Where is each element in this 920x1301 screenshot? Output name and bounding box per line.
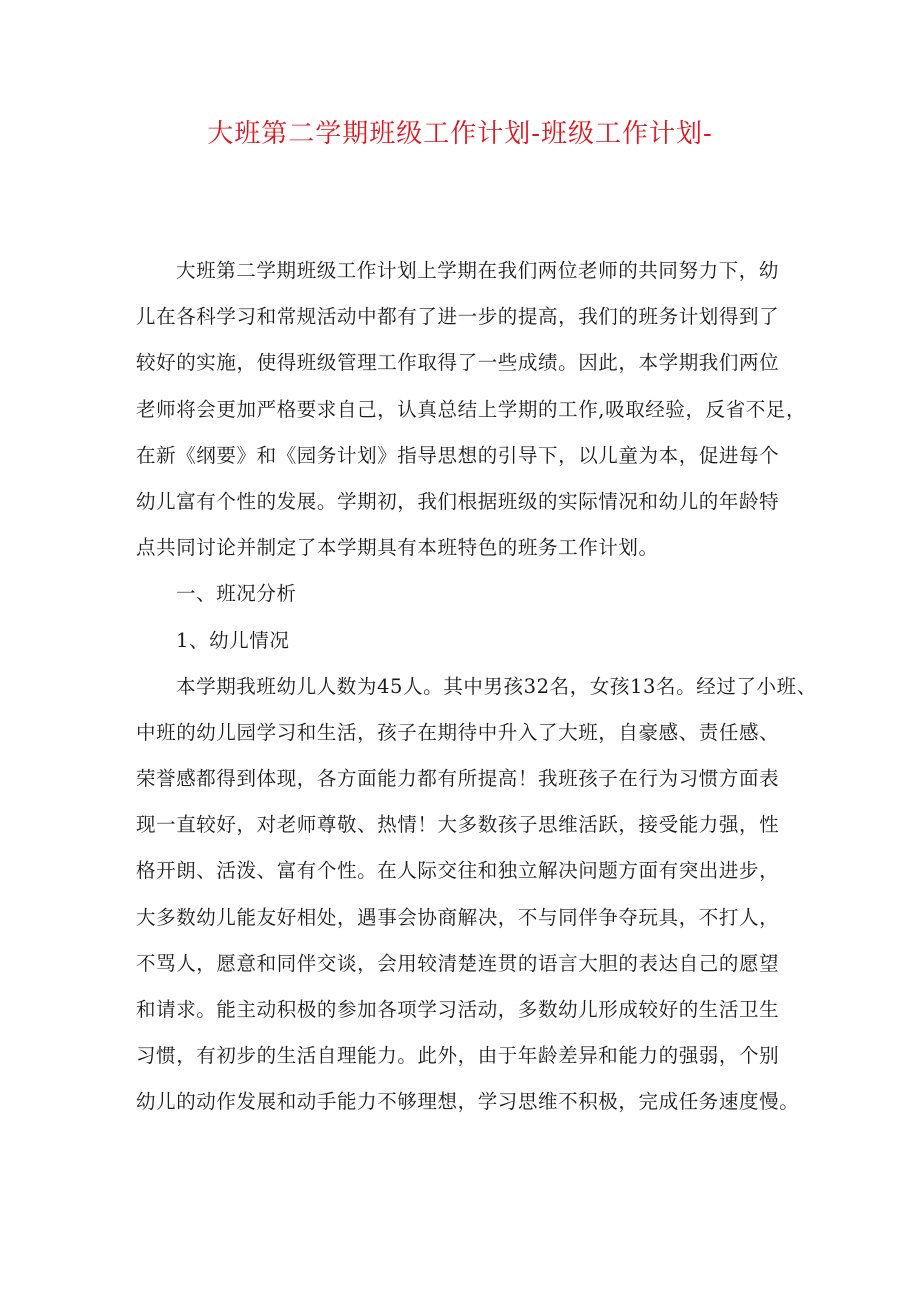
text-line: 一、班况分析 xyxy=(176,582,297,606)
text-line: 荣誉感都得到体现，各方面能力都有所提高！我班孩子在行为习惯方面表 xyxy=(136,767,780,791)
text-line: 儿在各科学习和常规活动中都有了进一步的提高，我们的班务计划得到了 xyxy=(136,305,780,329)
text-line: 大多数幼儿能友好相处，遇事会协商解决，不与同伴争夺玩具，不打人， xyxy=(136,905,780,929)
text-line: 本学期我班幼儿人数为45人。其中男孩32名，女孩13名。经过了小班、 xyxy=(176,674,817,698)
text-line: 在新《纲要》和《园务计划》指导思想的引导下，以儿童为本，促进每个 xyxy=(136,443,780,467)
text-line: 不骂人，愿意和同伴交谈，会用较清楚连贯的语言大胆的表达自己的愿望 xyxy=(136,951,780,975)
text-line: 习惯，有初步的生活自理能力。此外，由于年龄差异和能力的强弱，个别 xyxy=(136,1044,780,1068)
text-line: 和请求。能主动积极的参加各项学习活动，多数幼儿形成较好的生活卫生 xyxy=(136,998,780,1021)
text-line: 中班的幼儿园学习和生活，孩子在期待中升入了大班，自豪感、责任感、 xyxy=(136,720,780,744)
text-line: 1、幼儿情况 xyxy=(176,628,290,652)
text-line: 大班第二学期班级工作计划上学期在我们两位老师的共同努力下，幼 xyxy=(176,259,780,282)
document-body xyxy=(136,256,817,1134)
text-line: 现一直较好，对老师尊敬、热情！大多数孩子思维活跃，接受能力强，性 xyxy=(136,813,780,837)
text-line: 老师将会更加严格要求自己，认真总结上学期的工作,吸取经验，反省不足， xyxy=(136,397,807,421)
document-title: 大班第二学期班级工作计划-班级工作计划- xyxy=(207,119,713,149)
text-line: 点共同讨论并制定了本学期具有本班特色的班务工作计划。 xyxy=(136,536,659,560)
text-line: 格开朗、活泼、富有个性。在人际交往和独立解决问题方面有突出进步， xyxy=(136,859,780,883)
text-line: 幼儿的动作发展和动手能力不够理想，学习思维不积极，完成任务速度慢。 xyxy=(136,1090,800,1114)
text-line: 幼儿富有个性的发展。学期初，我们根据班级的实际情况和幼儿的年龄特 xyxy=(136,489,780,513)
text-line: 较好的实施，使得班级管理工作取得了一些成绩。因此，本学期我们两位 xyxy=(136,351,780,375)
